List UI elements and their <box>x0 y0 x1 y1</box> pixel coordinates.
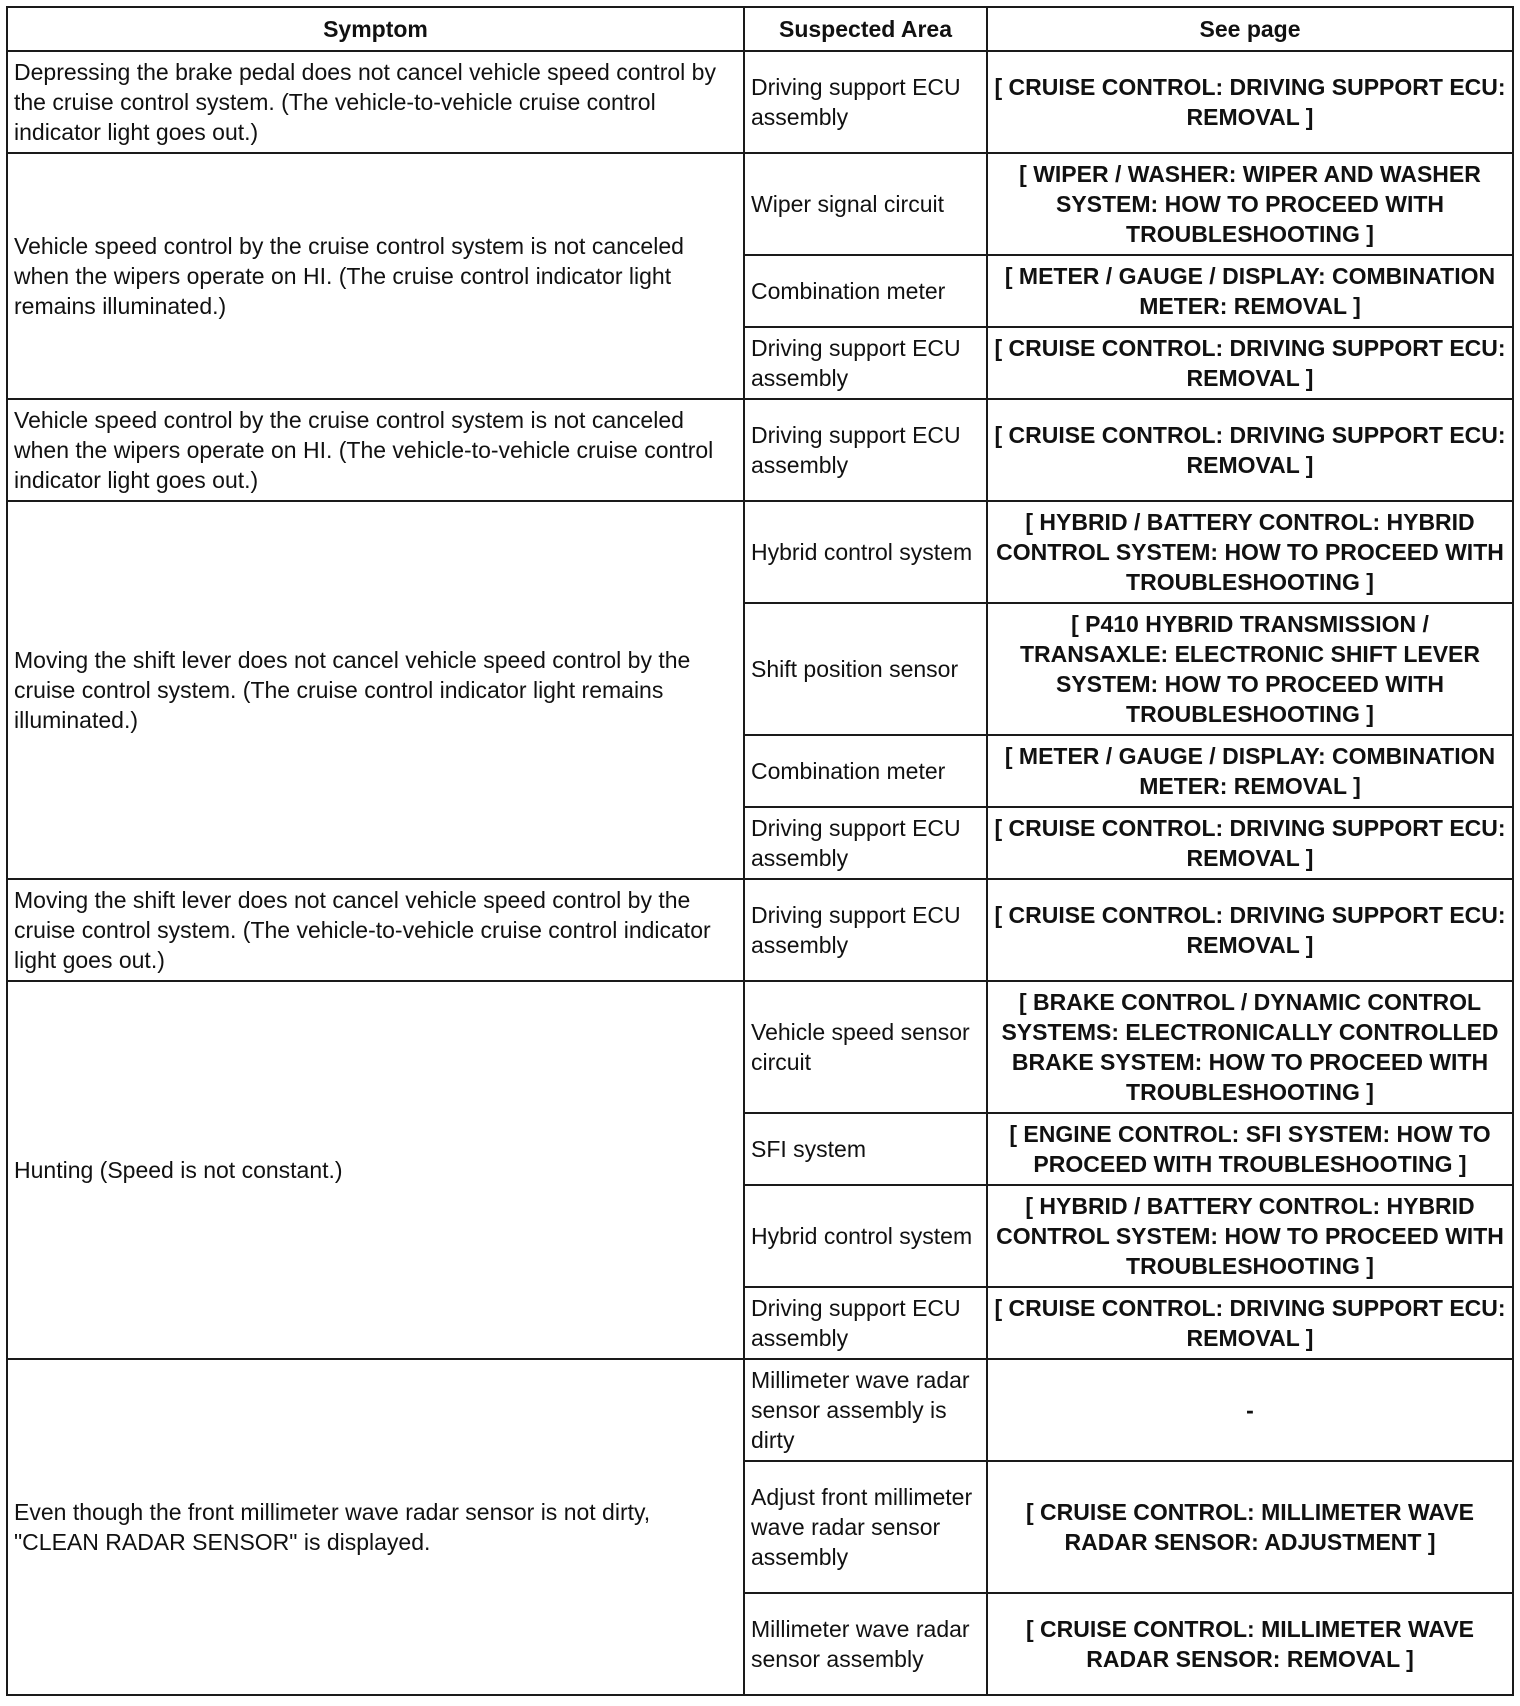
suspected-area-cell: Combination meter <box>744 735 987 807</box>
suspected-area-cell: Millimeter wave radar sensor assembly <box>744 1593 987 1695</box>
symptom-cell: Even though the front millimeter wave radar sensor is not dirty, "CLEAN RADAR SENSOR" is displayed. <box>7 1359 744 1695</box>
see-page-link[interactable]: [ CRUISE CONTROL: DRIVING SUPPORT ECU: REMOVAL ] <box>987 879 1513 981</box>
see-page-link[interactable]: [ METER / GAUGE / DISPLAY: COMBINATION METER: REMOVAL ] <box>987 255 1513 327</box>
suspected-area-cell: Driving support ECU assembly <box>744 51 987 153</box>
table-row <box>7 399 1513 501</box>
see-page-link[interactable]: [ CRUISE CONTROL: DRIVING SUPPORT ECU: REMOVAL ] <box>987 51 1513 153</box>
see-page-link[interactable]: [ CRUISE CONTROL: DRIVING SUPPORT ECU: REMOVAL ] <box>987 399 1513 501</box>
suspected-area-cell: Hybrid control system <box>744 1185 987 1287</box>
see-page-link[interactable]: [ CRUISE CONTROL: MILLIMETER WAVE RADAR SENSOR: ADJUSTMENT ] <box>987 1461 1513 1593</box>
symptom-cell: Vehicle speed control by the cruise control system is not canceled when the wipers operate on HI. (The cruise control indicator light remains illuminated.) <box>7 153 744 399</box>
symptom-cell: Vehicle speed control by the cruise control system is not canceled when the wipers operate on HI. (The vehicle-to-vehicle cruise control indicator light goes out.) <box>7 399 744 501</box>
troubleshooting-sheet <box>6 6 1514 1696</box>
see-page-link[interactable]: [ CRUISE CONTROL: MILLIMETER WAVE RADAR SENSOR: REMOVAL ] <box>987 1593 1513 1695</box>
see-page-link[interactable]: [ HYBRID / BATTERY CONTROL: HYBRID CONTROL SYSTEM: HOW TO PROCEED WITH TROUBLESHOOTING ] <box>987 501 1513 603</box>
symptom-cell: Hunting (Speed is not constant.) <box>7 981 744 1359</box>
see-page-link[interactable]: [ BRAKE CONTROL / DYNAMIC CONTROL SYSTEMS: ELECTRONICALLY CONTROLLED BRAKE SYSTEM: HOW TO PROCEED WITH TROUBLESHOOTING ] <box>987 981 1513 1113</box>
see-page-link[interactable]: [ CRUISE CONTROL: DRIVING SUPPORT ECU: REMOVAL ] <box>987 807 1513 879</box>
see-page-link[interactable]: [ METER / GAUGE / DISPLAY: COMBINATION METER: REMOVAL ] <box>987 735 1513 807</box>
suspected-area-cell: Combination meter <box>744 255 987 327</box>
suspected-area-cell: SFI system <box>744 1113 987 1185</box>
header-row <box>7 7 1513 51</box>
see-page-link[interactable]: [ P410 HYBRID TRANSMISSION / TRANSAXLE: ELECTRONIC SHIFT LEVER SYSTEM: HOW TO PROCEED WITH TROUBLESHOOTING ] <box>987 603 1513 735</box>
table-row <box>7 981 1513 1113</box>
suspected-area-cell: Vehicle speed sensor circuit <box>744 981 987 1113</box>
suspected-area-cell: Driving support ECU assembly <box>744 807 987 879</box>
see-page-link[interactable]: [ ENGINE CONTROL: SFI SYSTEM: HOW TO PROCEED WITH TROUBLESHOOTING ] <box>987 1113 1513 1185</box>
see-page-link[interactable]: [ WIPER / WASHER: WIPER AND WASHER SYSTEM: HOW TO PROCEED WITH TROUBLESHOOTING ] <box>987 153 1513 255</box>
symptom-cell: Moving the shift lever does not cancel vehicle speed control by the cruise control system. (The vehicle-to-vehicle cruise control indicator light goes out.) <box>7 879 744 981</box>
see-page-header: See page <box>987 7 1513 51</box>
suspected-area-header: Suspected Area <box>744 7 987 51</box>
suspected-area-cell: Driving support ECU assembly <box>744 327 987 399</box>
see-page-link[interactable]: [ CRUISE CONTROL: DRIVING SUPPORT ECU: REMOVAL ] <box>987 1287 1513 1359</box>
symptom-cell: Moving the shift lever does not cancel vehicle speed control by the cruise control system. (The cruise control indicator light remains illuminated.) <box>7 501 744 879</box>
suspected-area-cell: Hybrid control system <box>744 501 987 603</box>
suspected-area-cell: Driving support ECU assembly <box>744 879 987 981</box>
table-row <box>7 879 1513 981</box>
table-row <box>7 501 1513 603</box>
table-row <box>7 51 1513 153</box>
suspected-area-cell: Wiper signal circuit <box>744 153 987 255</box>
symptom-cell: Depressing the brake pedal does not cancel vehicle speed control by the cruise control system. (The vehicle-to-vehicle cruise control indicator light goes out.) <box>7 51 744 153</box>
suspected-area-cell: Driving support ECU assembly <box>744 399 987 501</box>
see-page-text: - <box>987 1359 1513 1461</box>
suspected-area-cell: Driving support ECU assembly <box>744 1287 987 1359</box>
table-row <box>7 153 1513 255</box>
suspected-area-cell: Shift position sensor <box>744 603 987 735</box>
table-row <box>7 1359 1513 1461</box>
suspected-area-cell: Millimeter wave radar sensor assembly is dirty <box>744 1359 987 1461</box>
see-page-link[interactable]: [ CRUISE CONTROL: DRIVING SUPPORT ECU: REMOVAL ] <box>987 327 1513 399</box>
see-page-link[interactable]: [ HYBRID / BATTERY CONTROL: HYBRID CONTROL SYSTEM: HOW TO PROCEED WITH TROUBLESHOOTING ] <box>987 1185 1513 1287</box>
symptom-table <box>6 6 1514 1696</box>
symptom-header: Symptom <box>7 7 744 51</box>
suspected-area-cell: Adjust front millimeter wave radar sensor assembly <box>744 1461 987 1593</box>
